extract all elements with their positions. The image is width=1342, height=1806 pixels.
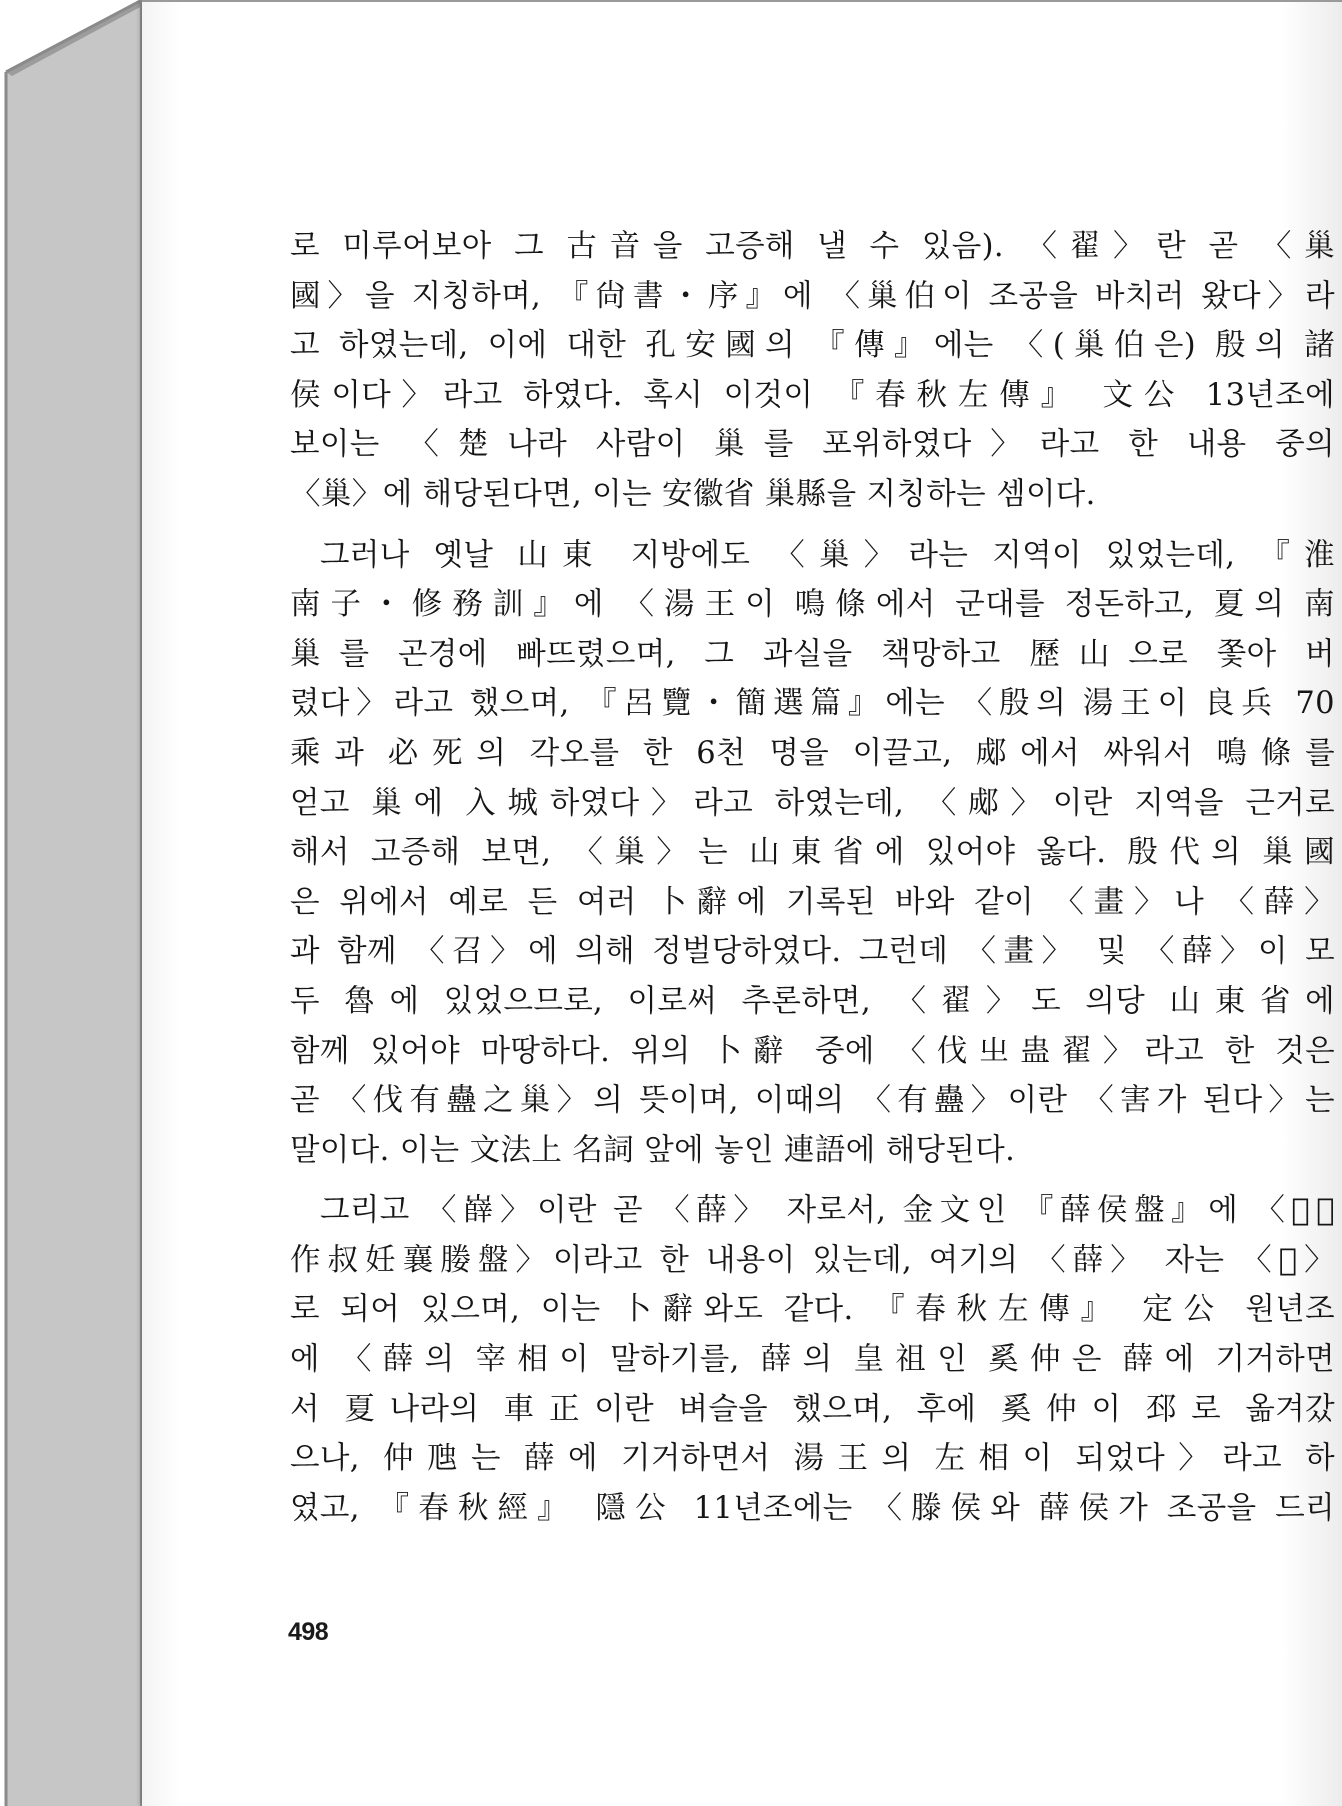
paragraph-3: [290, 1186, 1335, 1533]
text-line: 巢를 곤경에 빠뜨렸으며, 그 과실을 책망하고 歷山으로 쫓아 버: [290, 636, 1335, 672]
text-line: 로 되어 있으며, 이는 卜辭와도 같다. 『春秋左傳』 定公 원년조: [290, 1292, 1335, 1328]
text-line: 乘과 必死의 각오를 한 6천 명을 이끌고, 郕에서 싸워서 鳴條를: [290, 735, 1335, 771]
text-line: 서 夏나라의 車正이란 벼슬을 했으며, 후에 奚仲이 邳로 옮겨갔: [290, 1391, 1335, 1427]
text-line: 두 魯에 있었으므로, 이로써 추론하면, 〈翟〉도 의당 山東省에: [290, 983, 1335, 1019]
paragraph-1: [290, 222, 1335, 520]
text-line: 얻고 巢에 入城하였다〉라고 하였는데, 〈郕〉이란 지역을 근거로: [290, 785, 1335, 821]
text-line: 은 위에서 예로 든 여러 卜辭에 기록된 바와 같이 〈畫〉나 〈薛〉: [290, 884, 1335, 920]
text-line: 함께 있어야 마땅하다. 위의 卜辭 중에 〈伐㞢蛊翟〉라고 한 것은: [290, 1033, 1335, 1069]
page-top-edge: [142, 0, 1342, 2]
text-line: 〈巢〉에 해당된다면, 이는 安徽省 巢縣을 지칭하는 셈이다.: [290, 476, 1096, 512]
text-line: 곧 〈伐有蠱之巢〉의 뜻이며, 이때의 〈有蠱〉이란 〈害가 된다〉는: [290, 1083, 1335, 1119]
text-line: 해서 고증해 보면, 〈巢〉는 山東省에 있어야 옳다. 殷代의 巢國: [290, 835, 1335, 871]
text-line: 그러나 옛날 山東 지방에도 〈巢〉라는 지역이 있었는데, 『淮: [320, 537, 1335, 573]
text-line: 로 미루어보아 그 古音을 고증해 낼 수 있음). 〈翟〉란 곧 〈巢: [290, 229, 1335, 264]
text-line: 南子・修務訓』에 〈湯王이 鳴條에서 군대를 정돈하고, 夏의 南: [290, 587, 1335, 623]
text-line: 고 하였는데, 이에 대한 孔安國의 『傳』에는 〈(巢伯은) 殷의 諸: [290, 328, 1335, 364]
text-line: 과 함께 〈召〉에 의해 정벌당하였다. 그런데 〈畫〉 및 〈薛〉이 모: [290, 934, 1335, 970]
text-line: 國〉을 지칭하며, 『尙書・序』에 〈巢伯이 조공을 바치러 왔다〉라: [290, 278, 1335, 314]
text-line: 였고, 『春秋經』 隱公 11년조에는 〈滕侯와 薛侯가 조공을 드리: [290, 1490, 1335, 1526]
page-sheet: [142, 0, 1342, 1806]
text-line: 말이다. 이는 文法上 名詞 앞에 놓인 連語에 해당된다.: [290, 1132, 1016, 1168]
text-line: 侯이다〉라고 하였다. 혹시 이것이 『春秋左傳』 文公 13년조에: [290, 377, 1335, 413]
body-text: [290, 222, 1335, 1544]
text-line: 으나, 仲虺는 薛에 기거하면서 湯王의 左相이 되었다〉라고 하: [290, 1441, 1335, 1477]
book-spine: [0, 0, 145, 1806]
text-line: 作叔妊襄媵盤〉이라고 한 내용이 있는데, 여기의 〈薛〉 자는 〈𦛀〉: [290, 1242, 1335, 1278]
text-line: 렸다〉라고 했으며, 『呂覽・簡選篇』에는 〈殷의 湯王이 良兵 70: [290, 686, 1335, 722]
text-line: 보이는 〈楚나라 사람이 巢를 포위하였다〉라고 한 내용 중의: [290, 427, 1335, 463]
paragraph-2: [290, 531, 1335, 1176]
page-number: 498: [288, 1618, 329, 1646]
text-line: 그리고 〈嶭〉이란 곧 〈薛〉 자로서, 金文인 『薛侯盤』에 〈𦛀侯: [320, 1193, 1335, 1229]
text-line: 에 〈薛의 宰相이 말하기를, 薛의 皇祖인 奚仲은 薛에 기거하면: [290, 1342, 1335, 1378]
